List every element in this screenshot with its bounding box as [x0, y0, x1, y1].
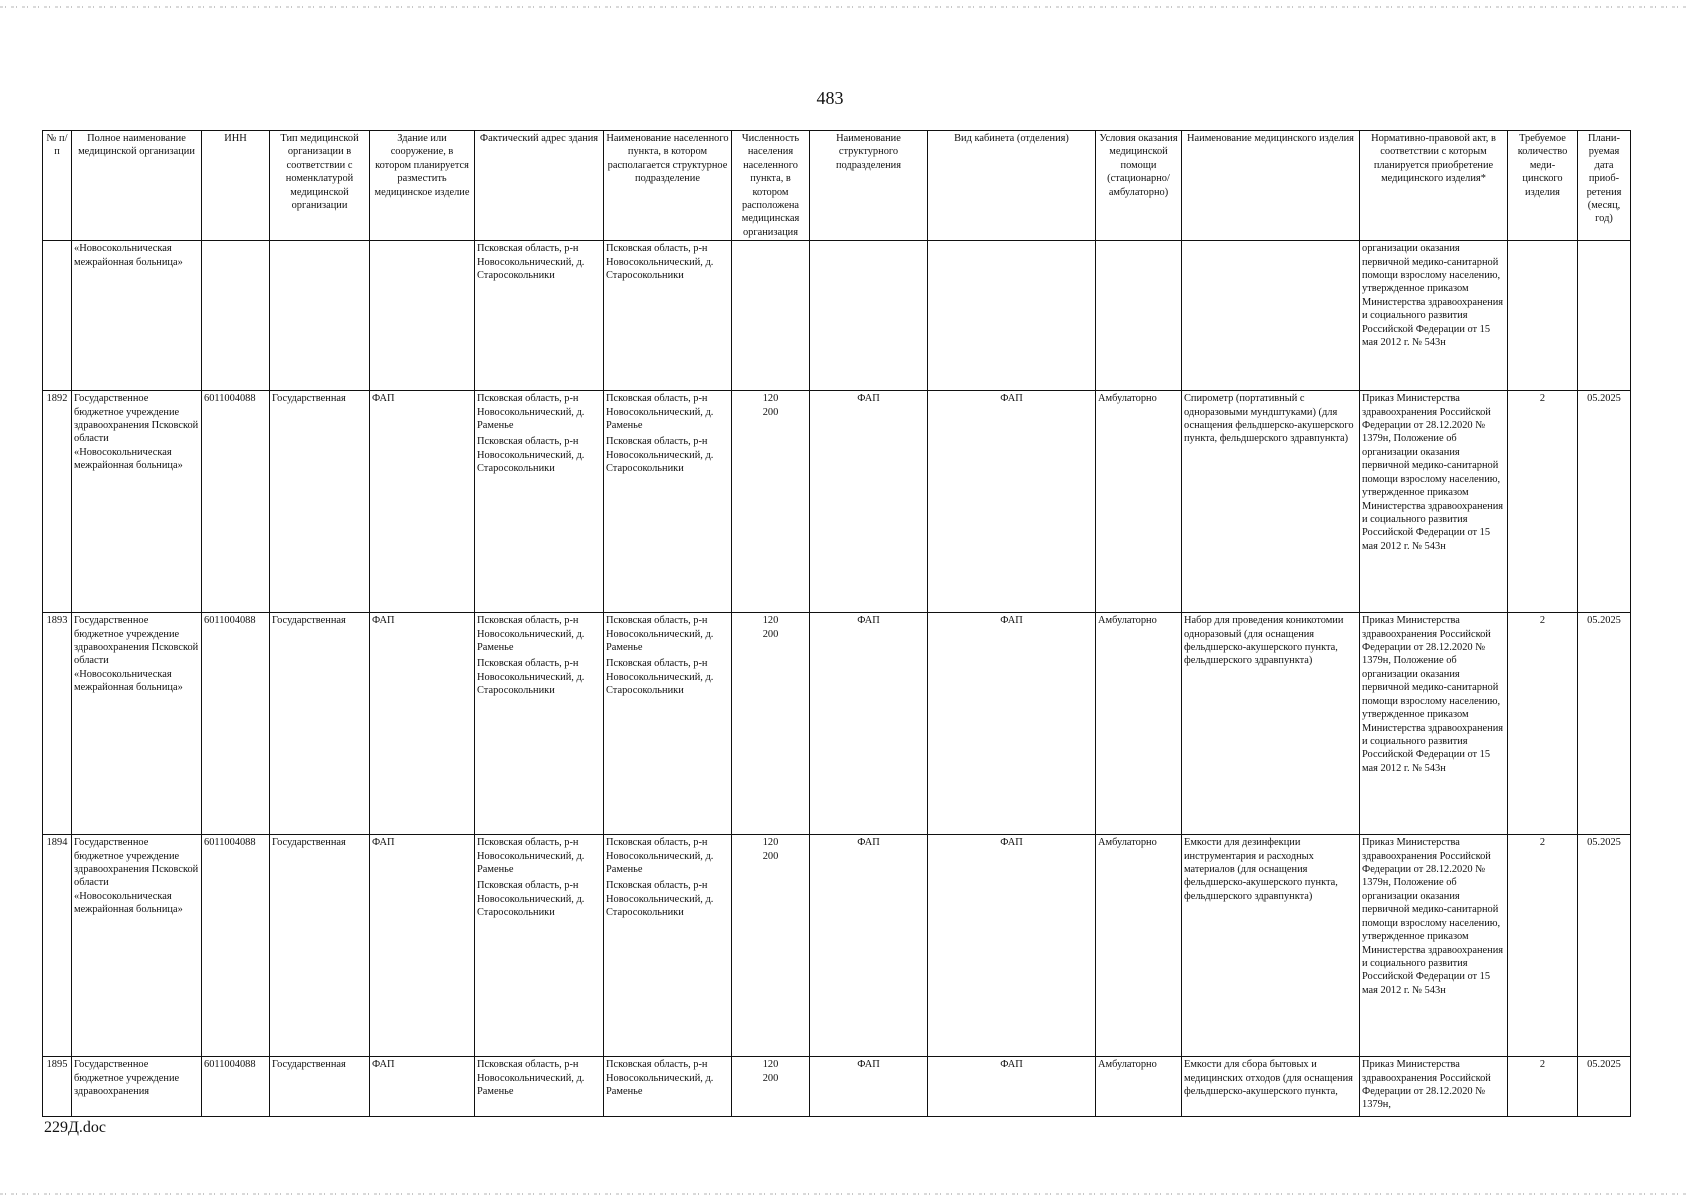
org-type-cell: [270, 241, 370, 391]
address-cell-entry: Псковская область, р-н Новосокольнический, д. Раменье: [477, 393, 585, 432]
legal-act-cell: организации оказания первичной медико-санитарной помощи взрослому населению, утвержденное приказом Министерства здравоохранения и социального развития Российской Федерации от 15 мая 2012 г. № 543н: [1360, 241, 1508, 391]
address-cell: [475, 391, 604, 613]
quantity-cell: 2: [1508, 1057, 1578, 1117]
table-header-row: [43, 131, 1631, 241]
quantity-cell: 2: [1508, 391, 1578, 613]
org-type-cell: Государственная: [270, 1057, 370, 1117]
population-cell: [732, 241, 810, 391]
quantity-cell: 2: [1508, 835, 1578, 1057]
population-cell: 120 200: [732, 613, 810, 835]
address-cell-entry: Псковская область, р-н Новосокольнический, д. Старосокольники: [477, 243, 585, 282]
quantity-cell: [1508, 241, 1578, 391]
table-row: [43, 1057, 1631, 1117]
address-cell: [475, 1057, 604, 1117]
row-number: 1895: [43, 1057, 72, 1117]
cabinet-cell: [928, 241, 1096, 391]
device-name-cell: Набор для проведения коникотомии одноразовый (для оснащения фельдшерско-акушерского пункта, фельдшерского здравпункта): [1182, 613, 1360, 835]
purchase-date-cell: 05.2025: [1578, 1057, 1631, 1117]
subdivision-cell: ФАП: [810, 1057, 928, 1117]
locality-cell-entry: Псковская область, р-н Новосокольнический, д. Старосокольники: [606, 243, 714, 282]
legal-act-cell: Приказ Министерства здравоохранения Российской Федерации от 28.12.2020 № 1379н, Положение об организации оказания первичной медико-санитарной помощи взрослому населению, утвержденное приказом Министерства здравоохранения и социального развития Российской Федерации от 15 мая 2012 г. № 543н: [1360, 613, 1508, 835]
address-cell-entry: Псковская область, р-н Новосокольнический, д. Старосокольники: [477, 880, 585, 919]
org-type-cell: Государственная: [270, 835, 370, 1057]
address-cell-entry: Псковская область, р-н Новосокольнический, д. Раменье: [477, 837, 585, 876]
quantity-cell: 2: [1508, 613, 1578, 835]
locality-cell: [604, 391, 732, 613]
building-cell: ФАП: [370, 835, 475, 1057]
organization-name: Государственное бюджетное учреждение здравоохранения Псковской области «Новосокольническая межрайонная больница»: [72, 391, 202, 613]
purchase-date-cell: [1578, 241, 1631, 391]
conditions-cell: Амбулаторно: [1096, 835, 1182, 1057]
locality-cell-entry: Псковская область, р-н Новосокольнический, д. Раменье: [606, 837, 714, 876]
legal-act-cell: Приказ Министерства здравоохранения Российской Федерации от 28.12.2020 № 1379н,: [1360, 1057, 1508, 1117]
locality-cell: [604, 1057, 732, 1117]
cabinet-cell: ФАП: [928, 613, 1096, 835]
column-header: Нормативно-правовой акт, в соответствии с которым планируется приобретение медицинского изделия*: [1360, 131, 1508, 241]
column-header: Тип медицинской организации в соответствии с номенклатурой медицинской организации: [270, 131, 370, 241]
conditions-cell: Амбулаторно: [1096, 1057, 1182, 1117]
locality-cell: [604, 241, 732, 391]
locality-cell: [604, 835, 732, 1057]
column-header: Численность населения населенного пункта, в котором расположена медицинская организация: [732, 131, 810, 241]
locality-cell-entry: Псковская область, р-н Новосокольнический, д. Старосокольники: [606, 436, 714, 475]
subdivision-cell: [810, 241, 928, 391]
scan-edge-bottom: [0, 1193, 1686, 1195]
table-row: [43, 613, 1631, 835]
conditions-cell: Амбулаторно: [1096, 391, 1182, 613]
address-cell: [475, 835, 604, 1057]
purchase-date-cell: 05.2025: [1578, 835, 1631, 1057]
column-header: ИНН: [202, 131, 270, 241]
equipment-table: [42, 130, 1631, 1117]
locality-cell: [604, 613, 732, 835]
inn-cell: 6011004088: [202, 1057, 270, 1117]
building-cell: ФАП: [370, 1057, 475, 1117]
scan-edge-top: [0, 6, 1686, 8]
locality-cell-entry: Псковская область, р-н Новосокольнический, д. Старосокольники: [606, 880, 714, 919]
row-number: 1893: [43, 613, 72, 835]
address-cell-entry: Псковская область, р-н Новосокольнический, д. Старосокольники: [477, 658, 585, 697]
address-cell: [475, 613, 604, 835]
building-cell: [370, 241, 475, 391]
table-row: [43, 241, 1631, 391]
conditions-cell: [1096, 241, 1182, 391]
locality-cell-entry: Псковская область, р-н Новосокольнический, д. Раменье: [606, 615, 714, 654]
column-header: Наименование структурного подразделения: [810, 131, 928, 241]
building-cell: ФАП: [370, 613, 475, 835]
cabinet-cell: ФАП: [928, 391, 1096, 613]
page-number: 483: [816, 88, 844, 108]
cabinet-cell: ФАП: [928, 835, 1096, 1057]
column-header: Вид кабинета (отделения): [928, 131, 1096, 241]
conditions-cell: Амбулаторно: [1096, 613, 1182, 835]
address-cell-entry: Псковская область, р-н Новосокольнический, д. Старосокольники: [477, 436, 585, 475]
column-header: Наименование медицинского изделия: [1182, 131, 1360, 241]
device-name-cell: Емкости для дезинфекции инструментария и расходных материалов (для оснащения фельдшерско-акушерского пункта, фельдшерского здравпункта): [1182, 835, 1360, 1057]
device-name-cell: Спирометр (портативный с одноразовыми мундштуками) (для оснащения фельдшерско-акушерского пункта, фельдшерского здравпункта): [1182, 391, 1360, 613]
locality-cell-entry: Псковская область, р-н Новосокольнический, д. Раменье: [606, 393, 714, 432]
inn-cell: 6011004088: [202, 613, 270, 835]
locality-cell-entry: Псковская область, р-н Новосокольнический, д. Раменье: [606, 1059, 714, 1098]
organization-name: Государственное бюджетное учреждение здравоохранения Псковской области «Новосокольническая межрайонная больница»: [72, 835, 202, 1057]
purchase-date-cell: 05.2025: [1578, 391, 1631, 613]
organization-name: Государственное бюджетное учреждение здравоохранения Псковской области «Новосокольническая межрайонная больница»: [72, 613, 202, 835]
inn-cell: 6011004088: [202, 835, 270, 1057]
address-cell-entry: Псковская область, р-н Новосокольнический, д. Раменье: [477, 615, 585, 654]
subdivision-cell: ФАП: [810, 613, 928, 835]
population-cell: 120 200: [732, 1057, 810, 1117]
device-name-cell: Емкости для сбора бытовых и медицинских отходов (для оснащения фельдшерско-акушерского пункта,: [1182, 1057, 1360, 1117]
purchase-date-cell: 05.2025: [1578, 613, 1631, 835]
org-type-cell: Государственная: [270, 613, 370, 835]
column-header: Требуемое количество меди- цинского изделия: [1508, 131, 1578, 241]
column-header: Плани- руемая дата приоб- ретения (месяц, год): [1578, 131, 1631, 241]
org-type-cell: Государственная: [270, 391, 370, 613]
subdivision-cell: ФАП: [810, 391, 928, 613]
row-number: 1892: [43, 391, 72, 613]
population-cell: 120 200: [732, 835, 810, 1057]
cabinet-cell: ФАП: [928, 1057, 1096, 1117]
locality-cell-entry: Псковская область, р-н Новосокольнический, д. Старосокольники: [606, 658, 714, 697]
table-row: [43, 835, 1631, 1057]
device-name-cell: [1182, 241, 1360, 391]
population-cell: 120 200: [732, 391, 810, 613]
address-cell-entry: Псковская область, р-н Новосокольнический, д. Раменье: [477, 1059, 585, 1098]
inn-cell: 6011004088: [202, 391, 270, 613]
organization-name: «Новосокольническая межрайонная больница»: [72, 241, 202, 391]
row-number: [43, 241, 72, 391]
column-header: № п/п: [43, 131, 72, 241]
subdivision-cell: ФАП: [810, 835, 928, 1057]
column-header: Наименование населенного пункта, в котором располагается структурное подразделение: [604, 131, 732, 241]
legal-act-cell: Приказ Министерства здравоохранения Российской Федерации от 28.12.2020 № 1379н, Положение об организации оказания первичной медико-санитарной помощи взрослому населению, утвержденное приказом Министерства здравоохранения и социального развития Российской Федерации от 15 мая 2012 г. № 543н: [1360, 391, 1508, 613]
legal-act-cell: Приказ Министерства здравоохранения Российской Федерации от 28.12.2020 № 1379н, Положение об организации оказания первичной медико-санитарной помощи взрослому населению, утвержденное приказом Министерства здравоохранения и социального развития Российской Федерации от 15 мая 2012 г. № 543н: [1360, 835, 1508, 1057]
column-header: Условия оказания медицинской помощи (стационарно/ амбулаторно): [1096, 131, 1182, 241]
address-cell: [475, 241, 604, 391]
column-header: Здание или сооружение, в котором планируется разместить медицинское изделие: [370, 131, 475, 241]
column-header: Полное наименование медицинской организации: [72, 131, 202, 241]
inn-cell: [202, 241, 270, 391]
footer-file-name: 229Д.doc: [44, 1119, 107, 1136]
organization-name: Государственное бюджетное учреждение здравоохранения: [72, 1057, 202, 1117]
column-header: Фактический адрес здания: [475, 131, 604, 241]
row-number: 1894: [43, 835, 72, 1057]
building-cell: ФАП: [370, 391, 475, 613]
table-row: [43, 391, 1631, 613]
